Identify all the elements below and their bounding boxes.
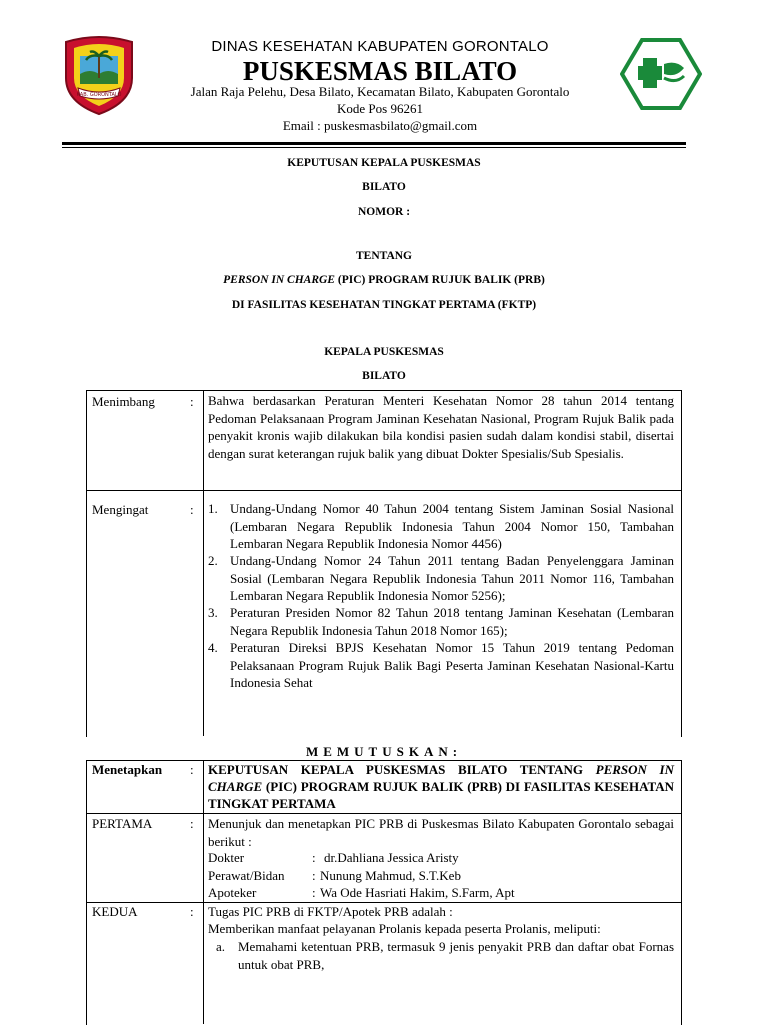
- issuer-title: KEPALA PUSKESMAS: [324, 346, 444, 358]
- regency-crest-logo: [60, 34, 138, 116]
- pic-name: dr.Dahliana Jessica Aristy: [324, 850, 459, 865]
- table-row-divider: [86, 902, 681, 903]
- menetapkan-text: [208, 761, 674, 812]
- kedua-line1: Tugas PIC PRB di FKTP/Apotek PRB adalah :: [208, 904, 453, 919]
- kedua-label: KEDUA: [92, 904, 138, 919]
- list-number: 4.: [208, 640, 218, 655]
- menetapkan-text-a: KEPUTUSAN KEPALA PUSKESMAS BILATO TENTANG: [208, 762, 596, 777]
- list-item: [208, 604, 674, 640]
- decree-subject: [0, 274, 768, 286]
- pertama-intro: Menunjuk dan menetapkan PIC PRB di Puskesmas Bilato Kabupaten Gorontalo sebagai berikut :: [208, 816, 674, 849]
- table-row-divider: [86, 490, 681, 491]
- pic-role: Apoteker: [208, 885, 257, 900]
- menimbang-text: Bahwa berdasarkan Peraturan Menteri Kesehatan Nomor 28 tahun 2014 tentang Pedoman Pelaksanaan Program Jaminan Kesehatan Nasional, Program Rujuk Balik pada penyakit kronis wajib dilakukan bila kondisi pasien sudah dalam kondisi stabil, disertai dengan surat keterangan rujuk balik yang dibuat Dokter Spesialis/Sub Spesialis.: [208, 393, 674, 461]
- menimbang-colon: :: [190, 394, 194, 409]
- subject-rest: (PIC) PROGRAM RUJUK BALIK (PRB): [334, 274, 545, 286]
- table-divider: [203, 390, 204, 736]
- letterhead-rule-thick: [62, 142, 686, 145]
- list-item: [216, 938, 674, 974]
- pic-separator: :: [312, 850, 316, 865]
- menetapkan-label: Menetapkan: [92, 762, 163, 777]
- list-text: Memahami ketentuan PRB, termasuk 9 jenis penyakit PRB dan daftar obat Fornas untuk obat PRB,: [238, 939, 674, 972]
- list-number: 2.: [208, 553, 218, 568]
- list-number: a.: [216, 939, 226, 954]
- subject-italic: PERSON IN CHARGE: [223, 274, 335, 286]
- menetapkan-text-b: (PIC) PROGRAM RUJUK BALIK (PRB) DI FASILITAS KESEHATAN TINGKAT PERTAMA: [208, 779, 674, 811]
- list-number: 3.: [208, 605, 218, 620]
- puskesmas-name: PUSKESMAS BILATO: [242, 56, 518, 86]
- pic-name: Nunung Mahmud, S.T.Keb: [320, 868, 461, 883]
- pic-role: Dokter: [208, 850, 245, 865]
- pic-role: Perawat/Bidan: [208, 868, 285, 883]
- decree-title-place: BILATO: [362, 181, 406, 193]
- list-text: Undang-Undang Nomor 40 Tahun 2004 tentang Sistem Jaminan Sosial Nasional (Lembaran Negara Republik Indonesia Tahun 2004 Nomor 150, Tambahan Lembaran Negara Republik Indonesia Nomor 4456): [230, 501, 674, 551]
- postal-code: Kode Pos 96261: [337, 101, 423, 116]
- agency-name: DINAS KESEHATAN KABUPATEN GORONTALO: [211, 38, 549, 55]
- address: Jalan Raja Pelehu, Desa Bilato, Kecamatan Bilato, Kabupaten Gorontalo: [190, 84, 570, 99]
- pertama-label: PERTAMA: [92, 816, 153, 831]
- menetapkan-colon: :: [190, 762, 194, 777]
- decree-number: NOMOR :: [357, 206, 411, 218]
- menetapkan-text-italic: PERSON IN CHARGE: [208, 762, 674, 794]
- tentang-heading: TENTANG: [355, 250, 413, 262]
- decree-subject-line2: DI FASILITAS KESEHATAN TINGKAT PERTAMA (FKTP): [231, 299, 537, 311]
- table-divider: [203, 760, 204, 1024]
- list-text: Peraturan Presiden Nomor 82 Tahun 2018 tentang Jaminan Kesehatan (Lembaran Negara Republik Indonesia Tahun 2018 Nomor 165);: [230, 605, 674, 638]
- email: Email : puskesmasbilato@gmail.com: [282, 118, 478, 133]
- list-item: [208, 552, 674, 606]
- list-text: Peraturan Direksi BPJS Kesehatan Nomor 15 Tahun 2019 tentang Pedoman Pelaksanaan Program Rujuk Balik Bagi Peserta Jaminan Kesehatan Nasional-Kartu Indonesia Sehat: [230, 640, 674, 690]
- mengingat-label: Mengingat: [92, 502, 149, 517]
- memutuskan-heading: MEMUTUSKAN:: [305, 744, 463, 759]
- list-number: 1.: [208, 501, 218, 516]
- issuer-place: BILATO: [362, 370, 406, 382]
- list-text: Undang-Undang Nomor 24 Tahun 2011 tentang Badan Penyelenggara Jaminan Sosial (Lembaran Negara Republik Indonesia Tahun 2011 Nomor 116, Tambahan Lembaran Negara Republik Indonesia Nomor 5256);: [230, 553, 674, 603]
- letterhead-rule-thin: [62, 147, 686, 148]
- pertama-colon: :: [190, 816, 194, 831]
- crest-ribbon-text: KAB. GORONTALO: [76, 92, 122, 98]
- kedua-colon: :: [190, 904, 194, 919]
- mengingat-colon: :: [190, 502, 194, 517]
- decree-title: KEPUTUSAN KEPALA PUSKESMAS: [287, 157, 481, 169]
- pic-separator: :: [312, 868, 316, 883]
- puskesmas-logo: [620, 38, 702, 110]
- table-row-divider: [86, 813, 681, 814]
- kedua-line2: Memberikan manfaat pelayanan Prolanis kepada peserta Prolanis, meliputi:: [208, 921, 601, 936]
- list-item: [208, 639, 674, 693]
- menimbang-label: Menimbang: [92, 394, 155, 409]
- pic-name: Wa Ode Hasriati Hakim, S.Farm, Apt: [320, 885, 515, 900]
- pic-separator: :: [312, 885, 316, 900]
